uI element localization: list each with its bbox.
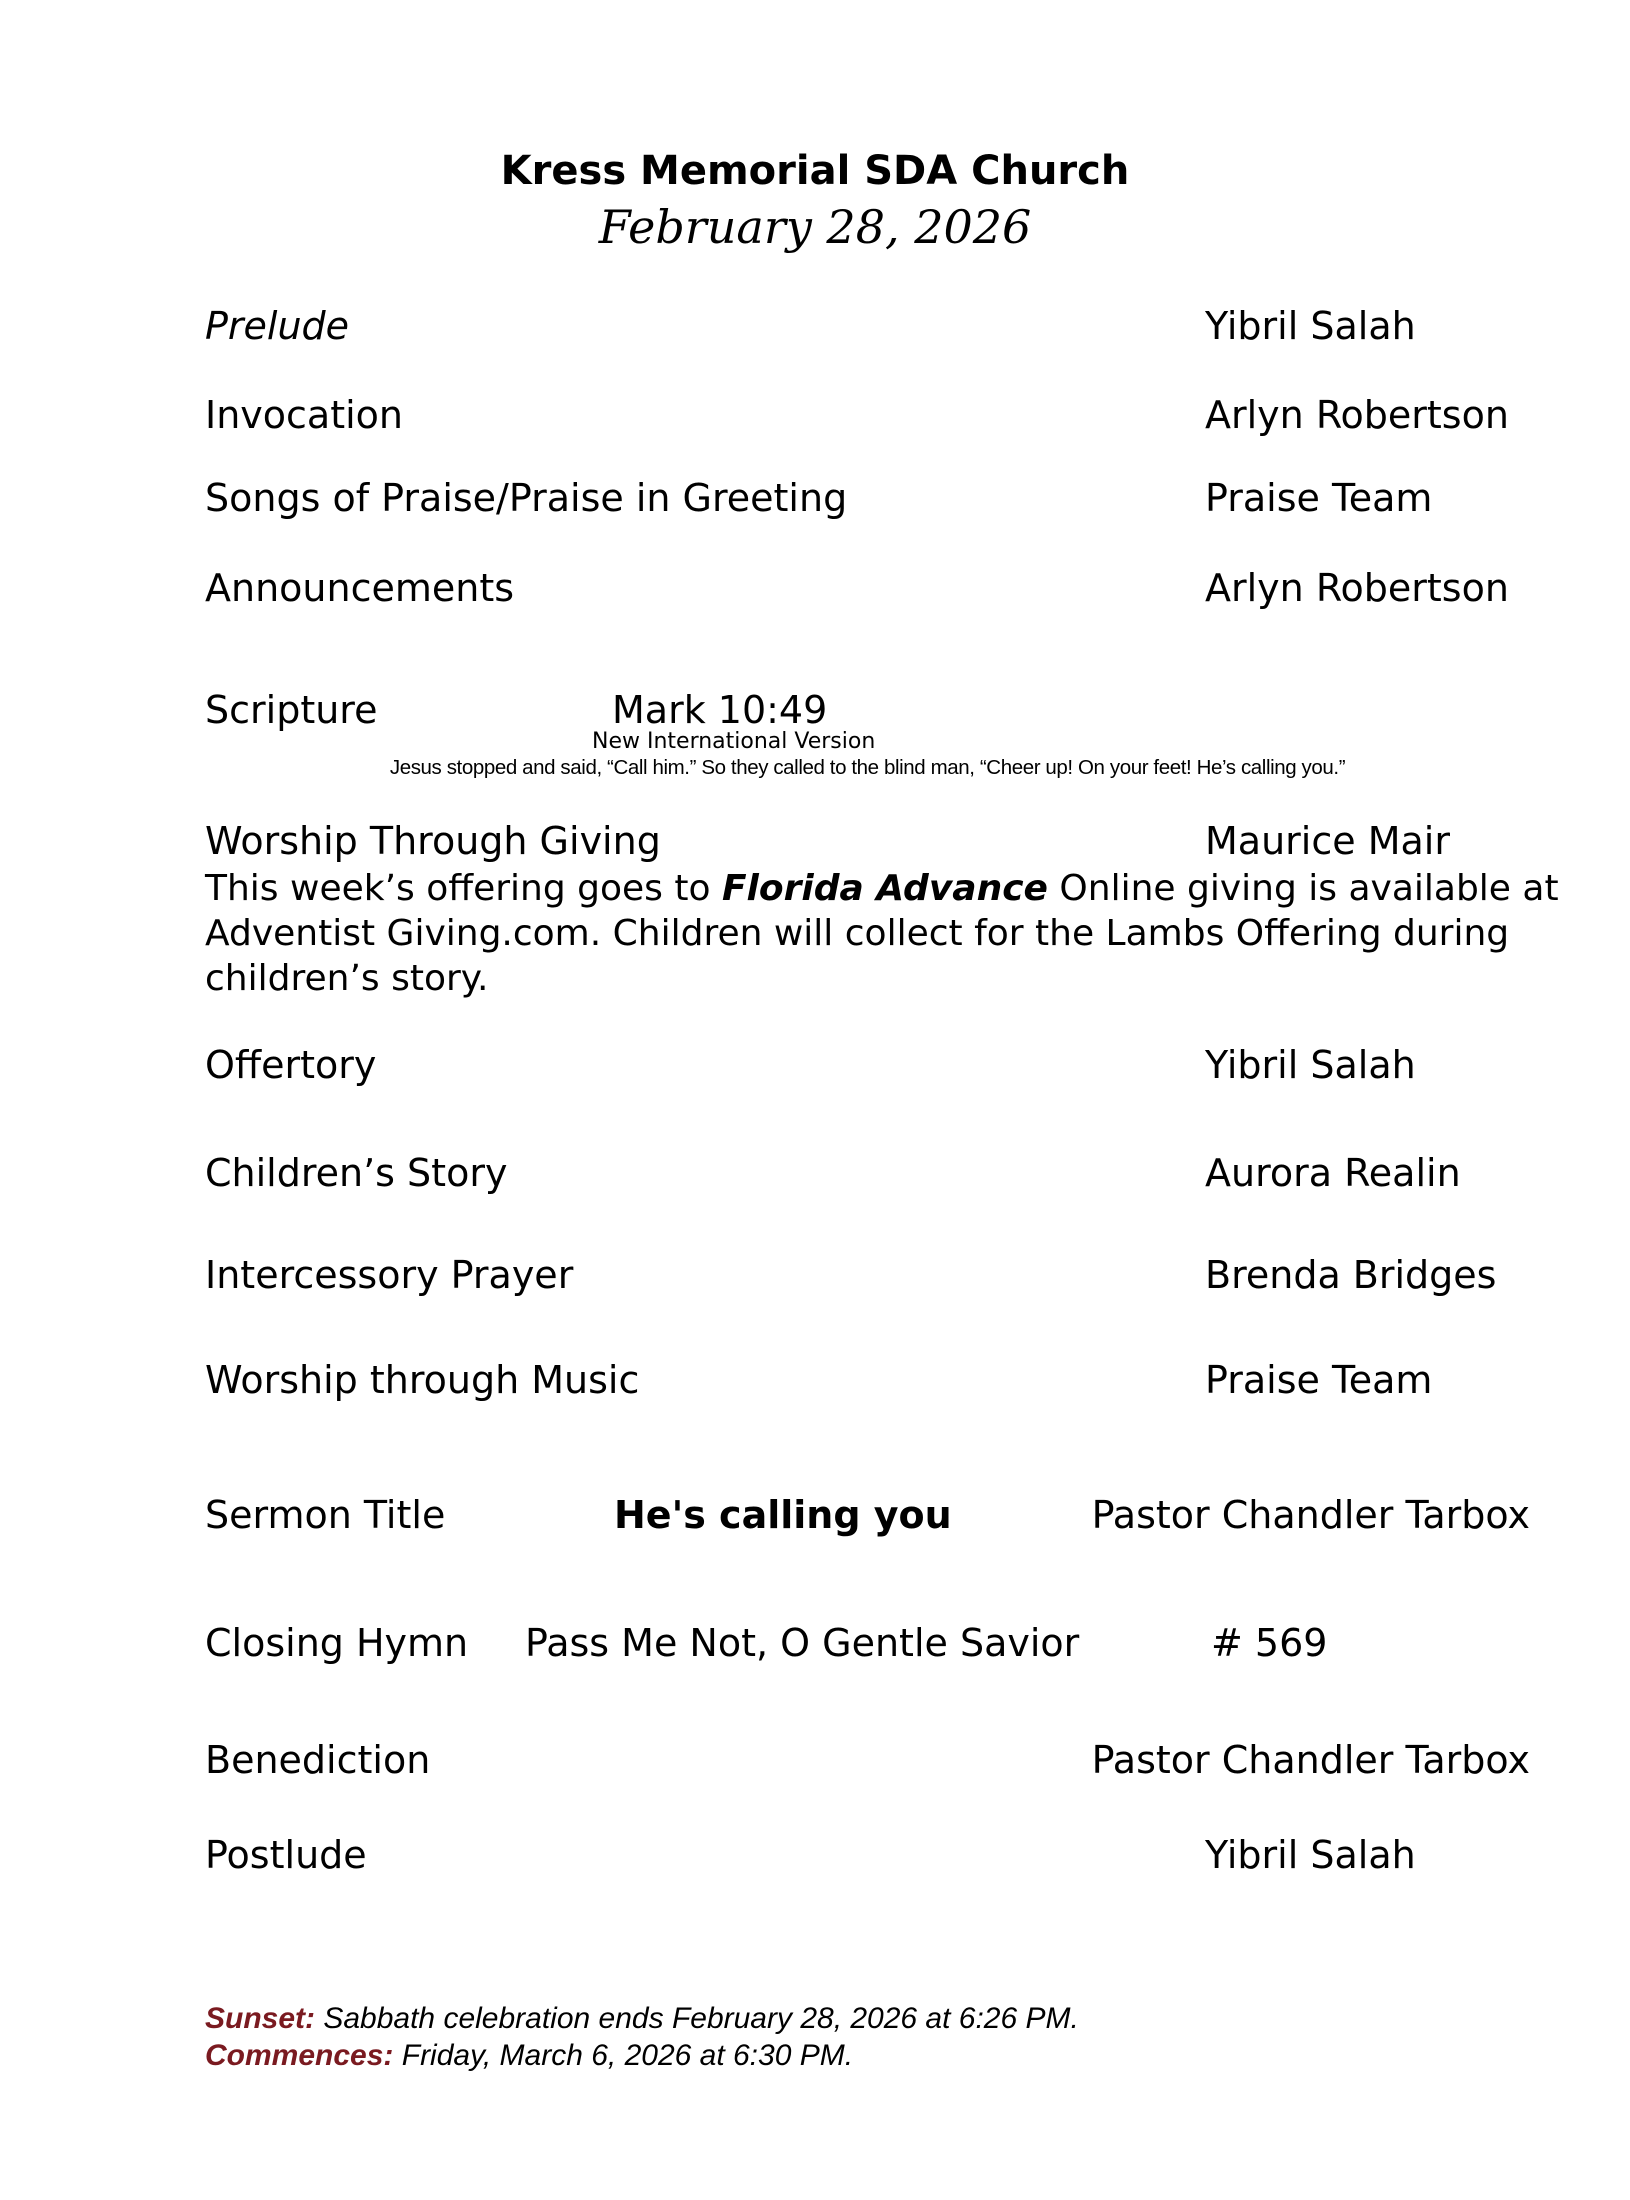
scripture-version: New International Version xyxy=(592,729,876,754)
offertory-person: Yibril Salah xyxy=(1205,1043,1416,1087)
intercessory-prayer-person: Brenda Bridges xyxy=(1205,1253,1497,1297)
giving-label: Worship Through Giving xyxy=(205,819,661,863)
closing-hymn-label: Closing Hymn xyxy=(205,1621,469,1665)
sermon-label: Sermon Title xyxy=(205,1493,446,1537)
invocation-person: Arlyn Robertson xyxy=(1205,393,1509,437)
sunset-block xyxy=(205,2000,1079,2074)
giving-paragraph-line2: Adventist Giving.com. Children will collect for the Lambs Offering during xyxy=(205,913,1510,954)
postlude-person: Yibril Salah xyxy=(1205,1833,1416,1877)
sunset-line xyxy=(205,2000,1079,2037)
songs-of-praise-label: Songs of Praise/Praise in Greeting xyxy=(205,476,848,520)
prelude-person: Yibril Salah xyxy=(1205,304,1416,348)
scripture-reference: Mark 10:49 xyxy=(612,688,828,732)
giving-person: Maurice Mair xyxy=(1205,819,1450,863)
sunset-text: Sabbath celebration ends February 28, 2026 at 6:26 PM. xyxy=(315,2002,1079,2035)
scripture-label: Scripture xyxy=(205,688,378,732)
worship-music-person: Praise Team xyxy=(1205,1358,1433,1402)
offertory-label: Offertory xyxy=(205,1043,377,1087)
postlude-label: Postlude xyxy=(205,1833,367,1877)
giving-line1-post: Online giving is available at xyxy=(1047,868,1559,909)
benediction-label: Benediction xyxy=(205,1738,431,1782)
invocation-label: Invocation xyxy=(205,393,403,437)
worship-music-label: Worship through Music xyxy=(205,1358,640,1402)
commences-text: Friday, March 6, 2026 at 6:30 PM. xyxy=(393,2039,854,2072)
intercessory-prayer-label: Intercessory Prayer xyxy=(205,1253,574,1297)
giving-line1-pre: This week’s offering goes to xyxy=(205,868,722,909)
sermon-title: He's calling you xyxy=(614,1493,952,1537)
prelude-label: Prelude xyxy=(205,304,350,348)
sunset-label: Sunset: xyxy=(205,2002,316,2035)
announcements-person: Arlyn Robertson xyxy=(1205,566,1509,610)
giving-line1-offering-name: Florida Advance xyxy=(721,868,1048,909)
commences-line xyxy=(205,2037,1079,2074)
benediction-person: Pastor Chandler Tarbox xyxy=(1091,1738,1530,1782)
giving-paragraph-line3: children’s story. xyxy=(205,958,489,999)
scripture-verse: Jesus stopped and said, “Call him.” So they called to the blind man, “Cheer up! On your feet! He’s calling you.” xyxy=(389,756,1346,779)
songs-of-praise-person: Praise Team xyxy=(1205,476,1433,520)
childrens-story-label: Children’s Story xyxy=(205,1151,508,1195)
closing-hymn-number: # 569 xyxy=(1211,1621,1328,1665)
closing-hymn-title: Pass Me Not, O Gentle Savior xyxy=(525,1621,1080,1665)
church-name: Kress Memorial SDA Church xyxy=(500,148,1130,194)
commences-label: Commences: xyxy=(205,2039,394,2072)
service-date: February 28, 2026 xyxy=(598,200,1032,254)
childrens-story-person: Aurora Realin xyxy=(1205,1151,1461,1195)
announcements-label: Announcements xyxy=(205,566,515,610)
giving-paragraph-line1 xyxy=(205,866,1559,911)
sermon-person: Pastor Chandler Tarbox xyxy=(1091,1493,1530,1537)
